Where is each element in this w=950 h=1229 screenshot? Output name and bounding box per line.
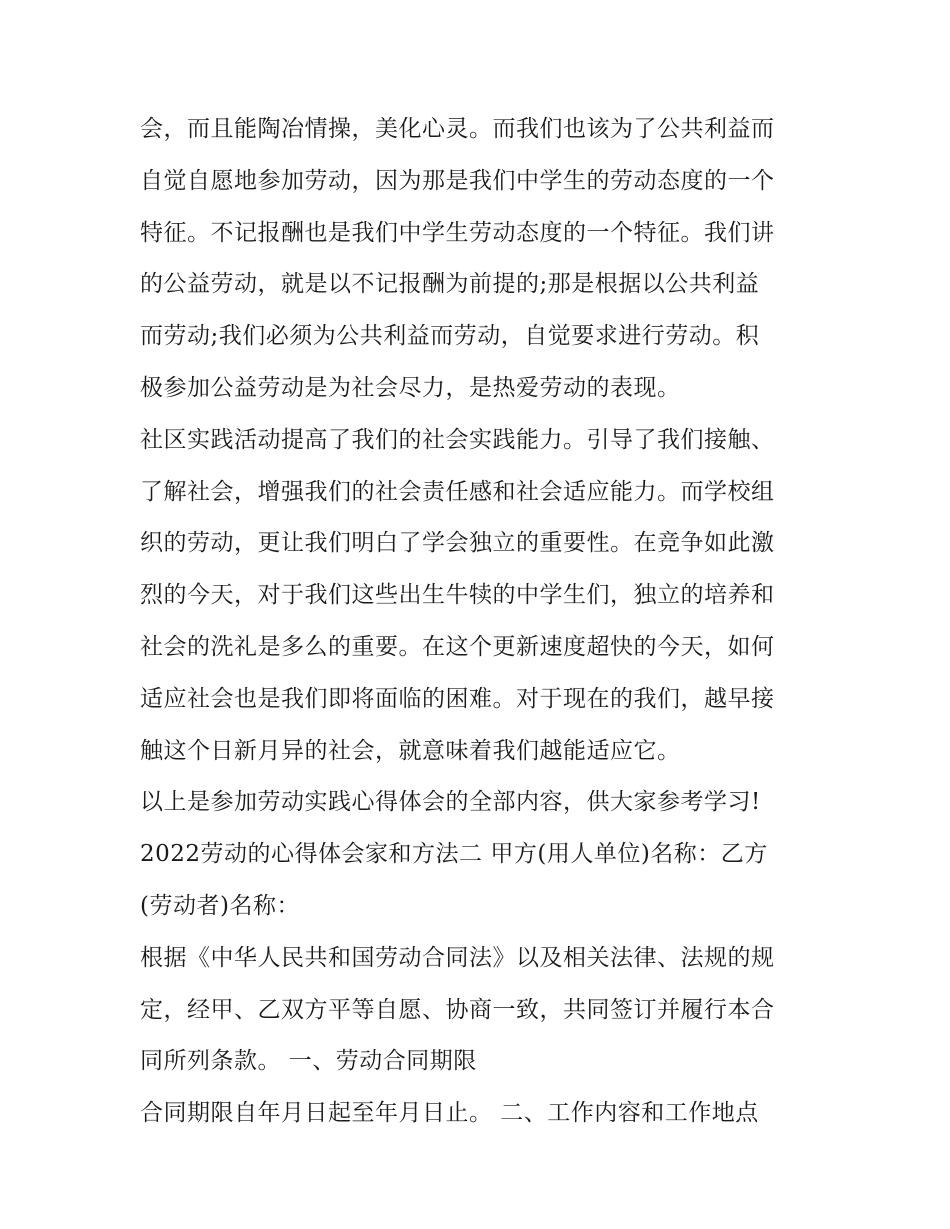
text-line: 而劳动;我们必须为公共利益而劳动，自觉要求进行劳动。积 [140, 323, 760, 350]
text-line: 特征。不记报酬也是我们中学生劳动态度的一个特征。我们讲 [140, 219, 775, 246]
text-line: 以上是参加劳动实践心得体会的全部内容，供大家参考学习! [140, 789, 761, 816]
text-line: 织的劳动，更让我们明白了学会独立的重要性。在竞争如此激 [140, 530, 775, 557]
text-line: 烈的今天，对于我们这些出生牛犊的中学生们，独立的培养和 [140, 582, 775, 609]
text-line: 同所列条款。 一、劳动合同期限 [140, 1048, 477, 1075]
text-line: (劳动者)名称： [140, 892, 300, 919]
text-line: 了解社会，增强我们的社会责任感和社会适应能力。而学校组 [140, 478, 775, 505]
text-line: 的公益劳动，就是以不记报酬为前提的;那是根据以公共利益 [140, 271, 760, 298]
text-line: 2022劳动的心得体会家和方法二 甲方(用人单位)名称：乙方 [140, 841, 768, 868]
text-line: 定，经甲、乙双方平等自愿、协商一致，共同签订并履行本合 [140, 996, 775, 1023]
text-line: 自觉自愿地参加劳动，因为那是我们中学生的劳动态度的一个 [140, 167, 775, 194]
text-line: 合同期限自年月日起至年月日止。 二、工作内容和工作地点 [140, 1100, 759, 1127]
text-line: 根据《中华人民共和国劳动合同法》以及相关法律、法规的规 [140, 944, 775, 971]
text-line: 适应社会也是我们即将面临的困难。对于现在的我们，越早接 [140, 685, 775, 712]
document-body [140, 104, 820, 1140]
text-line: 触这个日新月异的社会，就意味着我们越能适应它。 [140, 737, 681, 764]
text-line: 极参加公益劳动是为社会尽力，是热爱劳动的表现。 [140, 374, 681, 401]
text-line: 社区实践活动提高了我们的社会实践能力。引导了我们接触、 [140, 426, 775, 453]
text-line: 社会的洗礼是多么的重要。在这个更新速度超快的今天，如何 [140, 633, 775, 660]
text-line: 会，而且能陶冶情操，美化心灵。而我们也该为了公共利益而 [140, 116, 775, 142]
